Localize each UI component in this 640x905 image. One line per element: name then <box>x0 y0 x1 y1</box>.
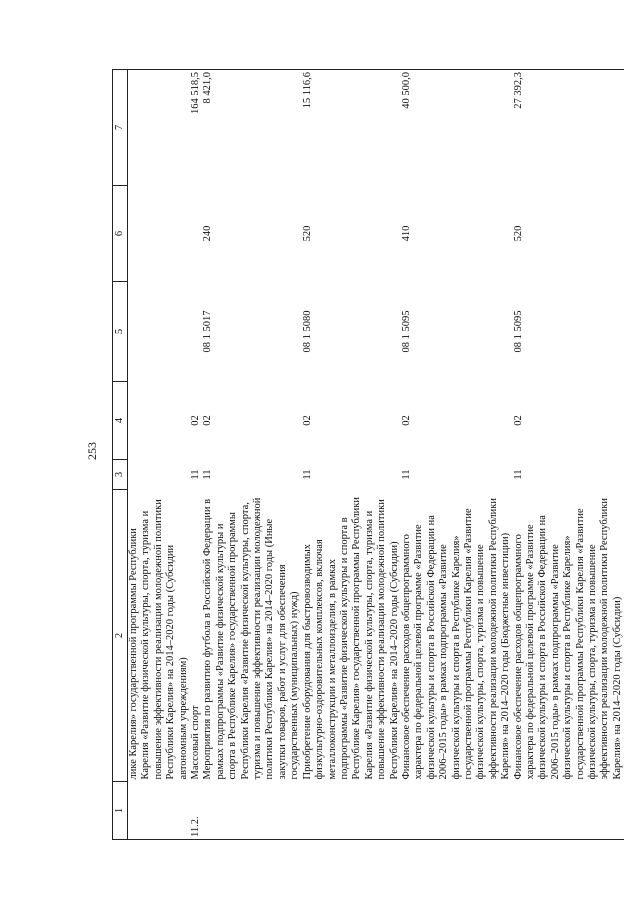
row-description: лике Карелия» государственной программы Республики Карелия «Развитие физической культуры, спорта, туризма и повышение эффективности реализации молодежной политики Республики Карелия» на 2014–2020 годы (Субсидии автономным учреждениям) <box>128 499 189 780</box>
subsection-code: 02 <box>400 415 412 426</box>
table-header-row <box>113 70 128 840</box>
table-row <box>202 70 301 840</box>
column-header-1: 1 <box>113 782 128 840</box>
section-code: 11 <box>202 469 214 480</box>
expense-type-code <box>190 186 202 282</box>
subsection-code <box>128 382 191 460</box>
target-article-code: 08 1 5017 <box>202 310 214 353</box>
table-row <box>401 70 513 840</box>
column-header-2: 2 <box>113 490 128 782</box>
expense-type-code: 410 <box>400 225 412 242</box>
row-number <box>513 782 625 840</box>
subsection-code: 02 <box>190 415 202 426</box>
column-header-7: 7 <box>113 70 128 186</box>
row-description: Мероприятия по развитию футбола в Российской Федерации в рамках подпрограммы «Развитие физической культуры и спорта в Республике Карелия» государственной программы Республики Карелия «Развитие физической культуры, спорта, туризма и повышение эффективности реализации молодежной политики Республики Карелия» на 2014–2020 годы (Иные закупки товаров, работ и услуг для обеспечения государственных (муниципальных) нужд) <box>202 497 301 780</box>
target-article-code: 08 1 5080 <box>301 310 313 353</box>
amount: 40 500,0 <box>401 70 513 186</box>
column-header-4: 4 <box>113 382 128 460</box>
amount: 27 392,3 <box>513 70 625 186</box>
row-number <box>401 782 513 840</box>
column-header-3: 3 <box>113 460 128 490</box>
section-code: 11 <box>512 469 524 480</box>
subsection-code: 02 <box>512 415 524 426</box>
section-code <box>128 460 191 490</box>
table-row <box>128 70 191 840</box>
amount: 15 116,6 <box>302 70 401 186</box>
table-row <box>513 70 625 840</box>
target-article-code <box>128 282 191 382</box>
target-article-code <box>190 282 202 382</box>
row-description: Приобретение оборудования для быстровозводимых физкультурно-оздоровительных комплексов, включая металлоконструкции и металлоизделия, в рамках подпрограммы «Развитие физической культуры и спорта в Республике Карелия» государственной программы Республики Карелия «Развитие физической культуры, спорта, туризма и повышение эффективности реализации молодежной политики Республики Карелия» на 2014–2020 годы (Субсидии) <box>301 496 400 780</box>
row-number: 11.2. <box>190 782 202 840</box>
page-number: 253 <box>85 442 99 460</box>
target-article-code: 08 1 5095 <box>512 310 524 353</box>
row-description: Финансовое обеспечение расходов общепрограммного характера по федеральной целевой программе «Развитие физической культуры и спорта в Российской Федерации на 2006–2015 годы» в рамках подпрограммы «Развитие физической культуры и спорта в Республике Карелия» государственной программы Республики Карелия «Развитие физической культуры, спорта, туризма и повышение эффективности реализации молодежной политики Республики Карелия» на 2014–2020 годы (Бюджетные инвестиции) <box>400 498 512 780</box>
target-article-code: 08 1 5095 <box>400 310 412 353</box>
section-code: 11 <box>400 469 412 480</box>
amount: 164 518,5 <box>190 70 202 186</box>
expense-type-code: 520 <box>512 225 524 242</box>
expense-type-code: 240 <box>202 225 214 242</box>
subsection-code: 02 <box>202 415 214 426</box>
section-code: 11 <box>301 469 313 480</box>
subsection-code: 02 <box>301 415 313 426</box>
table-row <box>190 70 202 840</box>
amount: 8 421,0 <box>202 70 301 186</box>
section-code: 11 <box>190 469 202 480</box>
column-header-6: 6 <box>113 186 128 282</box>
expense-type-code <box>128 186 191 282</box>
expense-type-code: 520 <box>301 225 313 242</box>
row-number <box>202 782 301 840</box>
table-row <box>302 70 401 840</box>
row-description: Массовый спорт <box>190 705 202 780</box>
column-header-5: 5 <box>113 282 128 382</box>
budget-table <box>112 69 624 840</box>
amount <box>128 70 191 186</box>
row-number <box>128 782 191 840</box>
row-description: Финансовое обеспечение расходов общепрограммного характера по федеральной целевой программе «Развитие физической культуры и спорта в Российской Федерации на 2006–2015 годы» в рамках подпрограммы «Развитие физической культуры и спорта в Республике Карелия» государственной программы Республики Карелия «Развитие физической культуры, спорта, туризма и повышение эффективности реализации молодежной политики Республики Карелия» на 2014–2020 годы (Субсидии) <box>512 498 623 780</box>
row-number <box>302 782 401 840</box>
budget-table-sheet <box>112 70 632 840</box>
